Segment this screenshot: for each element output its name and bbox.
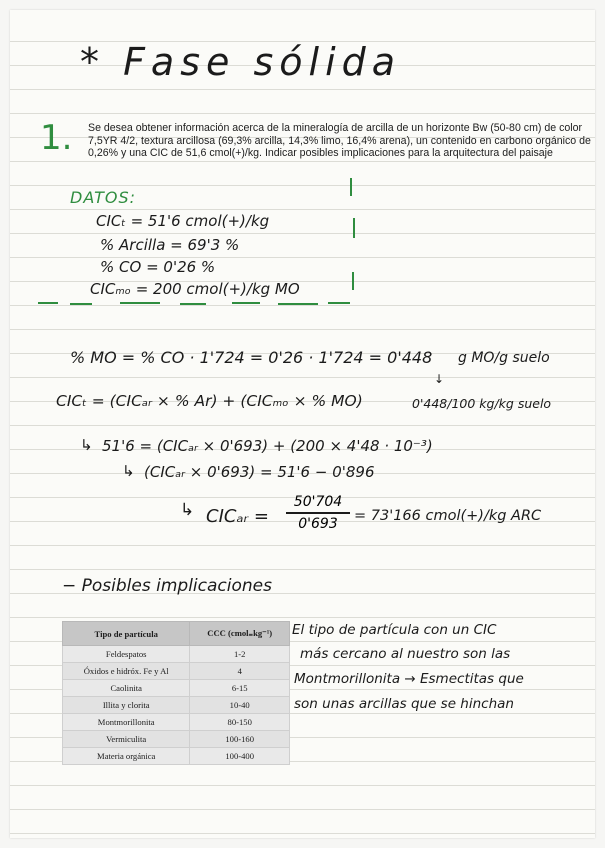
datos-label: DATOS: [70,188,137,207]
calc-step2: (CICₐᵣ × 0'693) = 51'6 − 0'896 [144,463,375,481]
margin-mark [350,178,352,196]
table-cell: 4 [190,663,290,680]
table-cell: Feldespatos [63,646,190,663]
table-header-row [63,622,290,646]
table-cell: 6-15 [190,680,290,697]
table-cell: Vermiculita [63,731,190,748]
page-title: * Fase sólida [80,40,402,84]
divider-dash [120,302,160,304]
table-row [63,646,290,663]
table-row [63,748,290,765]
table-header: CCC (cmol₌kg⁻¹) [190,622,290,646]
note-line: son unas arcillas que se hinchan [294,696,514,712]
fraction-bar [286,512,350,514]
problem-statement: Se desea obtener información acerca de la mineralogía de arcilla de un horizonte Bw (50-80 cm) de color 7,5YR 4/2, textura arcillosa (69,3% arcilla, 14,3% limo, 16,4% arena), un contenido en carbono orgánico de 0,26% y una CIC de 51,6 cmol(+)/kg. Indicar posibles implicaciones para la arquitectura del paisaje [88,122,591,160]
down-arrow-icon: ↓ [434,372,445,386]
table-row [63,697,290,714]
divider-dash [180,303,206,305]
note-line: El tipo de partícula con un CIC [292,622,497,638]
datos-line-co: % CO = 0'26 % [100,258,216,276]
table-cell: Óxidos e hidróx. Fe y Al [63,663,190,680]
table-cell: Materia orgánica [63,748,190,765]
ccc-table [62,621,290,765]
calc-cic-formula: CICₜ = (CICₐᵣ × % Ar) + (CICₘₒ × % MO) [56,392,363,410]
table-row [63,663,290,680]
fraction-numerator: 50'704 [293,494,343,510]
calc-result-fraction [286,494,350,532]
calc-result-rhs: = 73'166 cmol(+)/kg ARC [354,508,542,524]
datos-line-cic: CICₜ = 51'6 cmol(+)/kg [96,212,270,230]
calc-step1: 51'6 = (CICₐᵣ × 0'693) + (200 × 4'48 · 10⁻³) [102,437,433,455]
table-cell: 100-160 [190,731,290,748]
datos-line-arcilla: % Arcilla = 69'3 % [100,236,240,254]
table-cell: 10-40 [190,697,290,714]
table-header: Tipo de partícula [63,622,190,646]
table-cell: 80-150 [190,714,290,731]
divider-dash [232,302,260,304]
divider-dash [328,302,350,304]
table-row [63,731,290,748]
table-row [63,680,290,697]
right-arrow-icon: ↳ [80,436,93,454]
table-cell: Montmorillonita [63,714,190,731]
margin-mark [353,218,355,238]
table-row [63,714,290,731]
calc-mo-conversion: 0'448/100 kg/kg suelo [412,396,552,411]
divider-dash [278,303,318,305]
calc-mo-unit: g MO/g suelo [458,350,550,366]
divider-dash [38,302,58,304]
right-arrow-icon: ↳ [180,500,195,520]
right-arrow-icon: ↳ [122,462,135,480]
datos-line-cicmo: CICₘₒ = 200 cmol(+)/kg MO [90,280,300,298]
calc-mo: % MO = % CO · 1'724 = 0'26 · 1'724 = 0'448 [70,348,433,367]
margin-mark [352,272,354,290]
implications-heading: − Posibles implicaciones [62,576,272,596]
table-cell: Illita y clorita [63,697,190,714]
table-cell: 1-2 [190,646,290,663]
note-line: más cercano al nuestro son las [300,646,511,662]
notebook-page [10,10,595,838]
table-cell: Caolinita [63,680,190,697]
divider-dash [70,303,92,305]
table-cell: 100-400 [190,748,290,765]
calc-result-lhs: CICₐᵣ = [206,506,269,527]
fraction-denominator: 0'693 [298,515,338,532]
note-line: Montmorillonita → Esmectitas que [294,671,524,687]
problem-number: 1. [40,118,73,158]
